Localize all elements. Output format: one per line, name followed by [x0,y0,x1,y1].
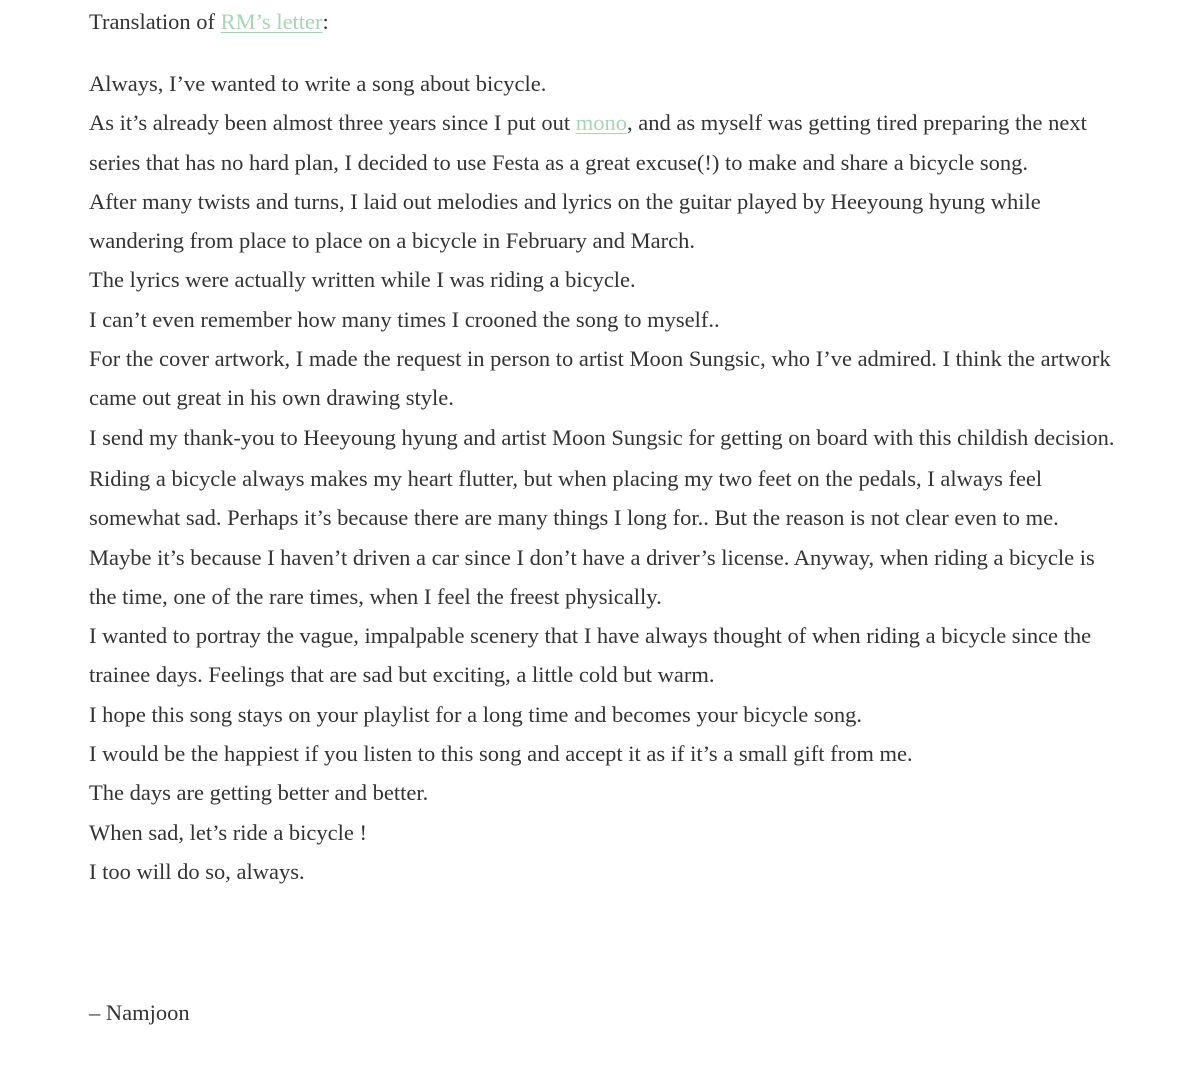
letter-paragraph: I hope this song stays on your playlist for a long time and becomes your bicycle song. [89,701,862,727]
signature: – Namjoon [89,1000,190,1025]
letter-paragraph: The lyrics were actually written while I was riding a bicycle. [89,267,636,293]
letter-paragraph: I send my thank-you to Heeyoung hyung and artist Moon Sungsic for getting on board with this childish decision. [89,424,1115,450]
letter-paragraph: After many twists and turns, I laid out melodies and lyrics on the guitar played by Heeyoung hyung while wandering from place to place on a bicycle in February and March. [89,188,1041,254]
letter-paragraph [89,103,1119,182]
intro-suffix: : [322,9,329,34]
letter-paragraph: Always, I’ve wanted to write a song about bicycle. [89,71,547,96]
rm-letter-link[interactable]: RM’s letter [220,9,323,34]
mono-link[interactable]: mono [575,110,627,136]
paragraph-text: As it’s already been almost three years since I put out [89,110,576,136]
paragraph-text: , and as myself was getting tired preparing the next series that has no hard plan, I decided to use Festa as a great excuse(!) to make and share a bicycle song. [89,110,1087,175]
letter-paragraph: The days are getting better and better. [89,780,429,806]
letter-paragraph: I would be the happiest if you listen to this song and accept it as if it’s a small gift from me. [89,741,913,767]
letter-paragraph: Riding a bicycle always makes my heart flutter, but when placing my two feet on the pedals, I always feel somewhat sad. Perhaps it’s because there are many things I long for.. But the reason is not clear even to me. Maybe it’s because I haven’t driven a car since I don’t have a driver’s license. Anyway, when riding a bicycle is the time, one of the rare times, when I feel the freest physically. [89,465,1095,609]
letter-paragraph: I wanted to portray the vague, impalpable scenery that I have always thought of when riding a bicycle since the trainee days. Feelings that are sad but exciting, a little cold but warm. [89,623,1092,688]
letter-paragraph: I too will do so, always. [89,858,305,884]
letter-paragraph: When sad, let’s ride a bicycle ! [89,819,368,845]
letter-paragraph: I can’t even remember how many times I crooned the song to myself.. [89,306,720,332]
intro-line [89,2,329,41]
letter-paragraph: For the cover artwork, I made the request in person to artist Moon Sungsic, who I’ve admired. I think the artwork came out great in his own drawing style. [89,346,1111,411]
intro-prefix: Translation of [89,9,221,34]
letter-body [89,64,1119,891]
